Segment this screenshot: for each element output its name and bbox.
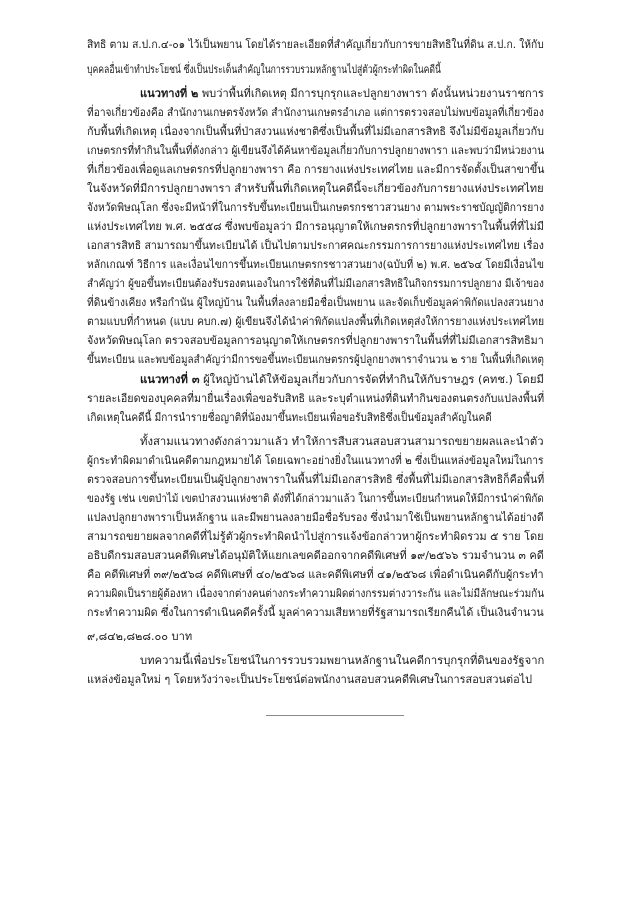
section-heading: แนวทางที่ ๒: [140, 87, 199, 100]
body-text-line: แหล่งข้อมูลใหม่ ๆ โดยหวังว่าจะเป็นประโยชน์ต่อพนักงานสอบสวนคดีพิเศษในการสอบสวนต่อไป: [87, 673, 533, 686]
body-text-line: สิทธิ ตาม ส.ป.ก.๔-๐๑ ไว้เป็นพยาน โดยได้รายละเอียดที่สำคัญเกี่ยวกับการขายสิทธิในที่ดิน ส.ป.ก. ให้กับ: [87, 38, 544, 51]
body-text-line: ทั้งสามแนวทางดังกล่าวมาแล้ว ทำให้การสืบสวนสอบสวนสามารถขยายผลและนำตัว: [140, 435, 544, 448]
body-text-line: ในจังหวัดที่มีการปลูกยางพารา สำหรับพื้นที่เกิดเหตุในคดีนี้จะเกี่ยวข้องกับการยางแห่งประเทศไทย: [87, 182, 544, 195]
body-text-line: เอกสารสิทธิ สามารถมาขึ้นทะเบียนได้ เป็นไปตามประกาศคณะกรรมการการยางแห่งประเทศไทย เรื่อง: [87, 239, 544, 252]
body-text-line: ความผิดเป็นรายผู้ต้องหา เนื่องจากต่างคนต่างกระทำความผิดต่างกรรมต่างวาระกัน และไม่มีลักษณะร่วมกัน: [87, 587, 545, 600]
body-text-line: แห่งประเทศไทย พ.ศ. ๒๕๕๘ ซึ่งพบข้อมูลว่า มีการอนุญาตให้เกษตรกรที่ปลูกยางพาราในพื้นที่ที่ไม่มี: [87, 220, 544, 233]
section-heading: แนวทางที่ ๓: [140, 373, 200, 386]
body-text-line: อธิบดีกรมสอบสวนคดีพิเศษได้อนุมัติให้แยกเลขคดีออกจากคดีพิเศษที่ ๑๙/๒๕๖๖ รวมจำนวน ๓ คดี: [87, 549, 544, 562]
section-lead-line: [140, 374, 544, 385]
body-text: ผู้ใหญ่บ้านได้ให้ข้อมูลเกี่ยวกับการจัดที่ทำกินให้กับราษฎร (คทช.) โดยมี: [199, 373, 544, 386]
body-text-line: ที่เกี่ยวข้องเพื่อดูแลเกษตรกรที่ปลูกยางพารา คือ การยางแห่งประเทศไทย และมีการจัดตั้งเป็นสาขาขึ้น: [87, 163, 545, 176]
body-text-line: เกษตรกรที่ทำกินในพื้นที่ดังกล่าว ผู้เขียนจึงได้ค้นหาข้อมูลเกี่ยวกับการปลูกยางพารา และพบว่ามีหน่วยงาน: [87, 144, 545, 157]
section-lead-line: [140, 88, 544, 99]
body-text-line: บุคคลอื่นเข้าทำประโยชน์ ซึ่งเป็นประเด็นสำคัญในการรวบรวมหลักฐานไปสู่ตัวผู้กระทำผิดในคดีนี้: [87, 63, 441, 76]
body-text-line: แปลงปลูกยางพาราเป็นหลักฐาน และมีพยานลงลายมือชื่อรับรอง ซึ่งนำมาใช้เป็นพยานหลักฐานได้อย่างดี: [87, 511, 544, 524]
body-text-line: กระทำความผิด ซึ่งในการดำเนินคดีครั้งนี้ มูลค่าความเสียหายที่รัฐสามารถเรียกคืนได้ เป็นเงินจำนวน: [87, 606, 544, 619]
body-text-line: ขึ้นทะเบียน และพบข้อมูลสำคัญว่ามีการขอขึ้นทะเบียนเกษตรกรผู้ปลูกยางพาราจำนวน ๒ ราย ในพื้นที่เกิดเหตุ: [87, 353, 544, 366]
body-text-line: คือ คดีพิเศษที่ ๓๙/๒๕๖๘ คดีพิเศษที่ ๔๐/๒๕๖๘ และคดีพิเศษที่ ๔๑/๒๕๖๘ เพื่อดำเนินคดีกับผู้กระทำ: [87, 568, 544, 581]
end-divider: [266, 715, 404, 716]
body-text-line: ผู้กระทำผิดมาดำเนินคดีตามกฎหมายได้ โดยเฉพาะอย่างยิ่งในแนวทางที่ ๒ ซึ่งเป็นแหล่งข้อมูลใหม่ในการ: [87, 454, 544, 467]
body-text-line: จังหวัดพิษณุโลก ซึ่งจะมีหน้าที่ในการรับขึ้นทะเบียนเป็นเกษตรกรชาวสวนยาง ตามพระราชบัญญัติการยาง: [87, 201, 545, 214]
amount-line: ๙,๘๔๒,๘๒๘.๐๐ บาท: [87, 630, 193, 643]
body-text: พบว่าพื้นที่เกิดเหตุ มีการบุกรุกและปลูกยางพารา ดังนั้นหน่วยงานราชการ: [198, 87, 544, 100]
body-text-line: ของรัฐ เช่น เขตป่าไม้ เขตป่าสงวนแห่งชาติ ดังที่ได้กล่าวมาแล้ว ในการขึ้นทะเบียนกำหนดให้มีการนำค่าพิกัด: [87, 492, 544, 505]
body-text-line: กับพื้นที่เกิดเหตุ เนื่องจากเป็นพื้นที่ป่าสงวนแห่งชาติซึ่งเป็นพื้นที่ไม่มีเอกสารสิทธิ จึงไม่มีข้อมูลเกี่ยวกับ: [87, 125, 544, 138]
body-text-line: จังหวัดพิษณุโลก ตรวจสอบข้อมูลการอนุญาตให้เกษตรกรที่ปลูกยางพาราในพื้นที่ที่ไม่มีเอกสารสิทธิมา: [87, 334, 544, 347]
body-text-line: รายละเอียดของบุคคลที่มายื่นเรื่องเพื่อขอรับสิทธิ และระบุตำแหน่งที่ดินทำกินของตนตรงกับแปลงพื้นที่: [87, 392, 545, 405]
body-text-line: เกิดเหตุในคดีนี้ มีการนำรายชื่อญาติที่น้องมาขึ้นทะเบียนเพื่อขอรับสิทธิซึ่งเป็นข้อมูลสำคัญในคดี: [87, 411, 492, 424]
body-text-line: ที่อาจเกี่ยวข้องคือ สำนักงานเกษตรจังหวัด สำนักงานเกษตรอำเภอ แต่การตรวจสอบไม่พบข้อมูลที่เกี่ยวข้อง: [87, 106, 544, 119]
body-text-line: หลักเกณฑ์ วิธีการ และเงื่อนไขการขึ้นทะเบียนเกษตรกรชาวสวนยาง(ฉบับที่ ๒) พ.ศ. ๒๕๖๔ โดยมีเงื่อนไข: [87, 258, 544, 271]
body-text-line: ตามแบบที่กำหนด (แบบ คบก.๗) ผู้เขียนจึงได้นำค่าพิกัดแปลงพื้นที่เกิดเหตุส่งให้การยางแห่งประเทศไทย: [87, 315, 545, 328]
body-text-line: สามารถขยายผลจากคดีที่ไม่รู้ตัวผู้กระทำผิดนำไปสู่การแจ้งข้อกล่าวหาผู้กระทำผิดรวม ๕ ราย โดย: [87, 530, 544, 543]
body-text-line: ตรวจสอบการขึ้นทะเบียนเป็นผู้ปลูกยางพาราในพื้นที่ไม่มีเอกสารสิทธิ ซึ่งพื้นที่ไม่มีเอกสารสิทธิก็คือพื้นที่: [87, 473, 545, 486]
body-text-line: บทความนี้เพื่อประโยชน์ในการรวบรวมพยานหลักฐานในคดีการบุกรุกที่ดินของรัฐจาก: [140, 654, 545, 667]
body-text-line: สำคัญว่า ผู้ขอขึ้นทะเบียนต้องรับรองตนเองในการใช้ที่ดินที่ไม่มีเอกสารสิทธิในกิจกรรมการปลูกยาง มีเจ้าของ: [87, 277, 544, 290]
body-text-line: ที่ดินข้างเคียง หรือกำนัน ผู้ใหญ่บ้าน ในพื้นที่ลงลายมือชื่อเป็นพยาน และจัดเก็บข้อมูลค่าพิกัดแปลงสวนยาง: [87, 296, 544, 309]
